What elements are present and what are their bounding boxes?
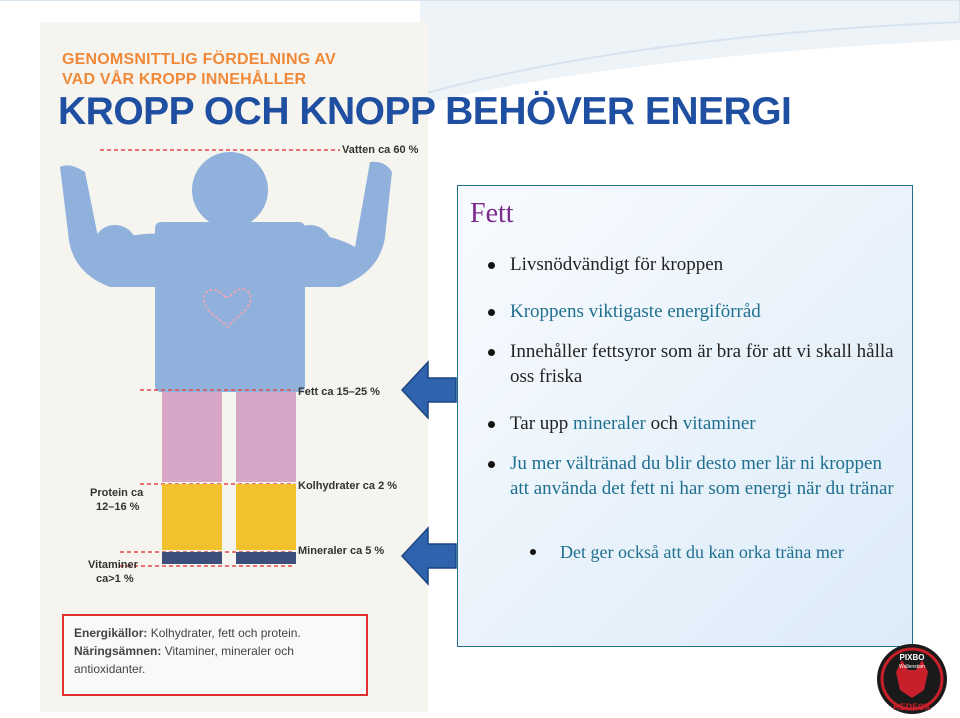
info-nutrients-2: antioxidanter. <box>74 662 146 676</box>
sub-bullet: Det ger också att du kan orka träna mer <box>560 540 880 564</box>
label-vitamins-2: ca>1 % <box>96 573 134 585</box>
info-nutrients <box>74 642 356 660</box>
poster-heading <box>62 50 336 90</box>
bullet-3: Innehåller fettsyror som är bra för att vi skall hålla oss friska <box>510 339 900 389</box>
bullet-4-minerals: mineraler <box>573 413 646 434</box>
label-vitamins-1: Vitaminer <box>88 559 138 571</box>
label-protein-1: Protein ca <box>90 487 144 499</box>
logo-sub-text: Wallenstam <box>899 664 925 670</box>
poster-heading-line1: GENOMSNITTLIG FÖRDELNING AV <box>62 51 336 68</box>
poster-heading-line2: VAD VÅR KROPP INNEHÅLLER <box>62 71 307 88</box>
info-box <box>62 614 368 696</box>
info-energy-label: Energikällor: <box>74 626 148 640</box>
label-carbs: Kolhydrater ca 2 % <box>298 480 398 492</box>
bullet-4 <box>510 411 900 436</box>
logo-bottom-text: REDFOX <box>893 702 931 712</box>
info-energy <box>74 624 356 642</box>
info-nutrients-text: Vitaminer, mineraler och <box>161 644 294 658</box>
textbox-title: Fett <box>470 198 514 229</box>
bullet-4-text-a: Tar upp <box>510 413 574 434</box>
info-nutrients-label: Näringsämnen: <box>74 644 162 658</box>
logo-top-text: PIXBO <box>899 653 925 662</box>
bullet-4-vitamins: vitaminer <box>682 413 756 434</box>
bullet-5: Ju mer vältränad du blir desto mer lär ni kroppen att använda det fett ni har som energi när du tränar <box>510 451 900 501</box>
info-energy-text: Kolhydrater, fett och protein. <box>147 626 301 640</box>
fat-textbox <box>457 185 913 647</box>
bullet-2: Kroppens viktigaste energiförråd <box>510 299 900 324</box>
slide-title: KROPP OCH KNOPP BEHÖVER ENERGI <box>58 90 792 133</box>
arrow-left-icon-fat <box>398 358 460 422</box>
arrow-left-icon-minerals <box>398 524 460 588</box>
label-protein-2: 12–16 % <box>96 501 140 513</box>
bullet-4-text-c: och <box>645 413 683 434</box>
bullet-1: Livsnödvändigt för kroppen <box>510 252 900 277</box>
label-fat: Fett ca 15–25 % <box>298 386 380 398</box>
redfox-logo <box>868 642 956 716</box>
label-minerals: Mineraler ca 5 % <box>298 545 385 557</box>
label-water: Vatten ca 60 % <box>342 144 419 156</box>
